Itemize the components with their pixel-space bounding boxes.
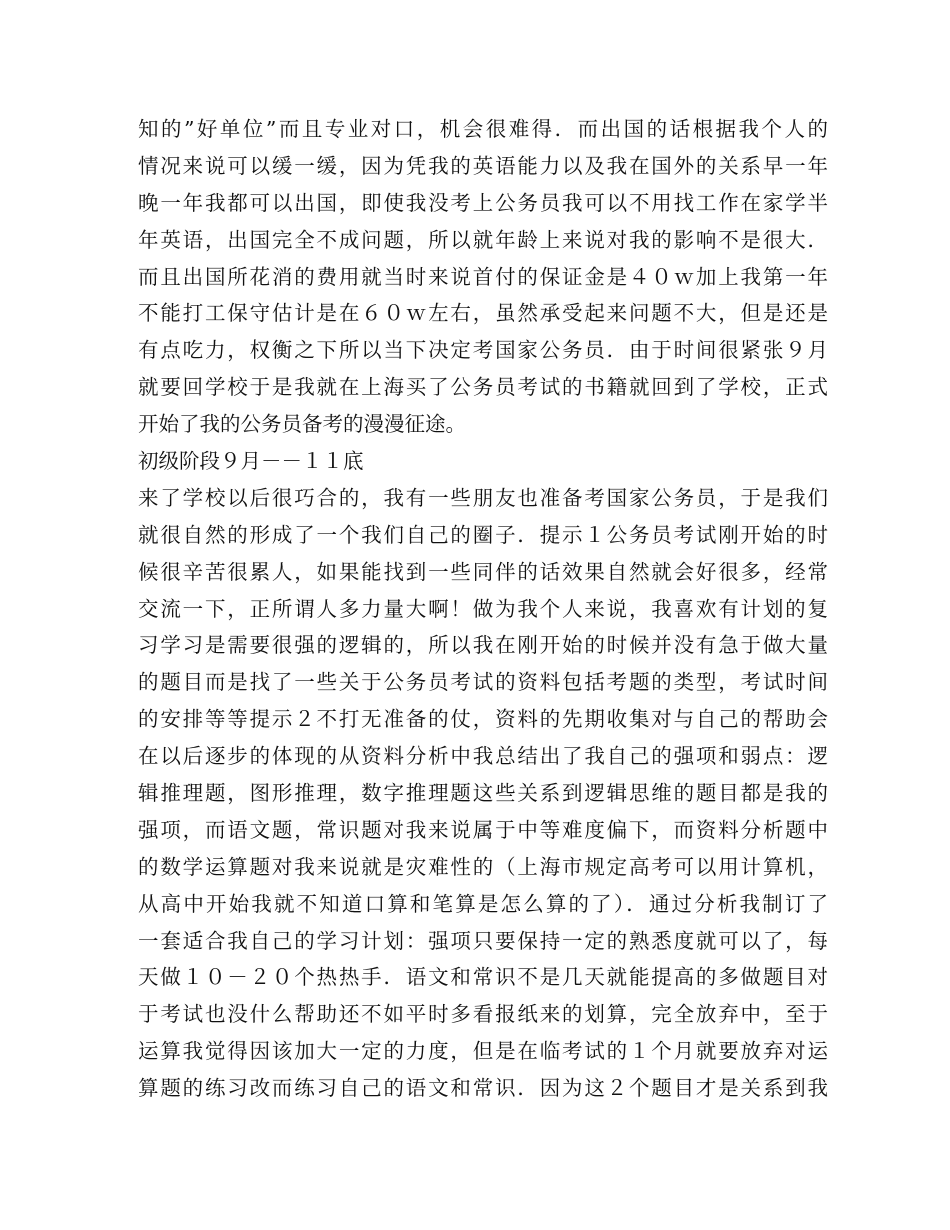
text-line: 的安排等等提示２不打无准备的仗，资料的先期收集对与自己的帮助会 xyxy=(138,707,828,732)
text-line: 不能打工保守估计是在６０ｗ左右，虽然承受起来问题不大，但是还是 xyxy=(138,301,828,326)
text-line: 算题的练习改而练习自己的语文和常识．因为这２个题目才是关系到我 xyxy=(138,1076,828,1101)
text-line: 交流一下，正所谓人多力量大啊！做为我个人来说，我喜欢有计划的复 xyxy=(138,596,828,621)
text-line: 就要回学校于是我就在上海买了公务员考试的书籍就回到了学校，正式 xyxy=(138,375,828,400)
text-line: 年英语，出国完全不成问题，所以就年龄上来说对我的影响不是很大． xyxy=(138,227,828,252)
text-line: 习学习是需要很强的逻辑的，所以我在刚开始的时候并没有急于做大量 xyxy=(138,633,828,658)
text-line: 强项，而语文题，常识题对我来说属于中等难度偏下，而资料分析题中 xyxy=(138,817,828,842)
text-line: 从高中开始我就不知道口算和笔算是怎么算的了）．通过分析我制订了 xyxy=(138,891,828,916)
text-line: 候很辛苦很累人，如果能找到一些同伴的话效果自然就会好很多，经常 xyxy=(138,559,828,584)
text-line: 而且出国所花消的费用就当时来说首付的保证金是４０ｗ加上我第一年 xyxy=(138,264,828,289)
text-line: 一套适合我自己的学习计划：强项只要保持一定的熟悉度就可以了，每 xyxy=(138,928,828,953)
text-line: 天做１０－２０个热热手．语文和常识不是几天就能提高的多做题目对 xyxy=(138,965,828,990)
text-line: 辑推理题，图形推理，数字推理题这些关系到逻辑思维的题目都是我的 xyxy=(138,781,828,806)
text-line: 来了学校以后很巧合的，我有一些朋友也准备考国家公务员，于是我们 xyxy=(138,485,828,510)
body-text xyxy=(138,111,828,1107)
text-line: 的题目而是找了一些关于公务员考试的资料包括考题的类型，考试时间 xyxy=(138,670,828,695)
text-line: 在以后逐步的体现的从资料分析中我总结出了我自己的强项和弱点：逻 xyxy=(138,744,828,769)
text-line: 晚一年我都可以出国，即使我没考上公务员我可以不用找工作在家学半 xyxy=(138,190,828,215)
text-line: 初级阶段９月－－１１底 xyxy=(138,449,364,474)
text-line: 就很自然的形成了一个我们自己的圈子．提示１公务员考试刚开始的时 xyxy=(138,522,828,547)
text-line: 于考试也没什么帮助还不如平时多看报纸来的划算，完全放弃中，至于 xyxy=(138,1002,828,1027)
text-line: 运算我觉得因该加大一定的力度，但是在临考试的１个月就要放弃对运 xyxy=(138,1039,828,1064)
text-line: 开始了我的公务员备考的漫漫征途。 xyxy=(138,412,466,437)
text-line: 情况来说可以缓一缓，因为凭我的英语能力以及我在国外的关系早一年 xyxy=(138,153,828,178)
text-line: 有点吃力，权衡之下所以当下决定考国家公务员．由于时间很紧张９月 xyxy=(138,338,828,363)
text-line: 知的”好单位”而且专业对口，机会很难得．而出国的话根据我个人的 xyxy=(138,117,828,141)
text-line: 的数学运算题对我来说就是灾难性的（上海市规定高考可以用计算机， xyxy=(138,854,828,879)
